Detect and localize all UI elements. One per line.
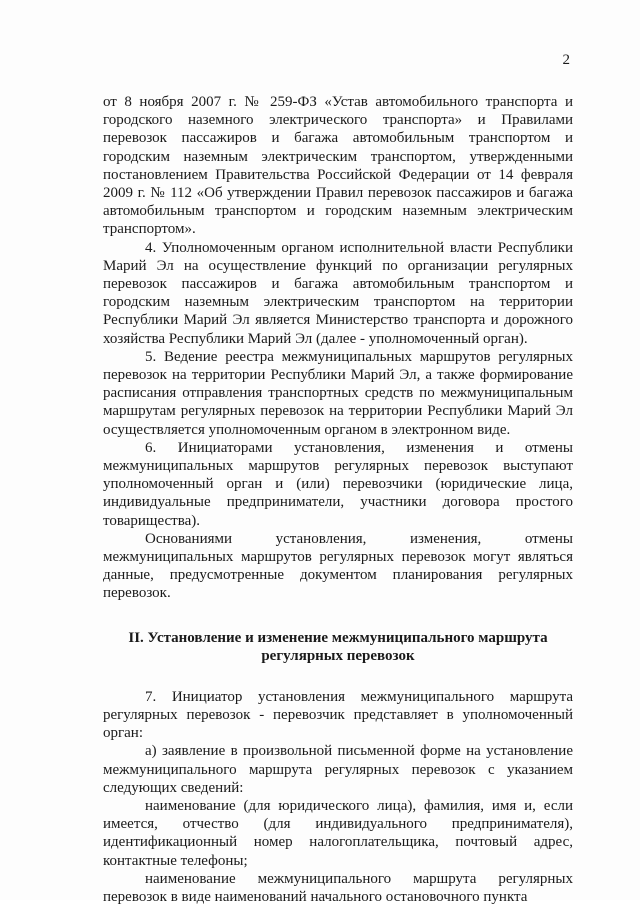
paragraph-4: 4. Уполномоченным органом исполнительной власти Республики Марий Эл на осуществление функций по организации регулярных перевозок пассажиров и багажа автомобильным транспортом и городским наземным электрическим транспортом на территории Республики Марий Эл является Министерство транспорта и дорожного хозяйства Республики Марий Эл (далее - уполномоченный орган). (103, 239, 573, 347)
document-body (103, 93, 573, 906)
paragraph-continuation: от 8 ноября 2007 г. № 259-ФЗ «Устав автомобильного транспорта и городского наземного электрического транспорта» и Правилами перевозок пассажиров и багажа автомобильным транспортом и городским наземным электрическим транспортом, утвержденными постановлением Правительства Российской Федерации от 14 февраля 2009 г. № 112 «Об утверждении Правил перевозок пассажиров и багажа автомобильным транспортом и городским наземным электрическим транспортом». (103, 94, 573, 238)
paragraph-grounds: Основаниями установления, изменения, отмены межмуниципальных маршрутов регулярных перевозок могут являться данные, предусмотренные документом планирования регулярных перевозок. (103, 530, 573, 602)
paragraph-5: 5. Ведение реестра межмуниципальных маршрутов регулярных перевозок на территории Республики Марий Эл, а также формирование расписания отправления транспортных средств по межмуниципальным маршрутам регулярных перевозок на территории Республики Марий Эл осуществляется уполномоченным органом в электронном виде. (103, 348, 573, 438)
paragraph-7a-route: наименование межмуниципального маршрута регулярных перевозок в виде наименований начального остановочного пункта (103, 870, 573, 905)
paragraph-7a: а) заявление в произвольной письменной форме на установление межмуниципального маршрута регулярных перевозок с указанием следующих сведений: (103, 743, 573, 796)
section-heading-line1: II. Установление и изменение межмуниципального маршрута (128, 629, 548, 646)
page-number: 2 (562, 52, 570, 68)
section-heading-line2: регулярных перевозок (261, 648, 415, 665)
paragraph-6: 6. Инициаторами установления, изменения и отмены межмуниципальных маршрутов регулярных перевозок выступают уполномоченный орган и (или) перевозчики (юридические лица, индивидуальные предприниматели, участники договора простого товарищества). (103, 439, 573, 529)
section-heading (103, 629, 573, 666)
paragraph-7: 7. Инициатор установления межмуниципального маршрута регулярных перевозок - перевозчик представляет в уполномоченный орган: (103, 688, 573, 742)
paragraph-7a-name: наименование (для юридического лица), фамилия, имя и, если имеется, отчество (для индивидуального предпринимателя), идентификационный номер налогоплательщика, почтовый адрес, контактные телефоны; (103, 797, 573, 869)
